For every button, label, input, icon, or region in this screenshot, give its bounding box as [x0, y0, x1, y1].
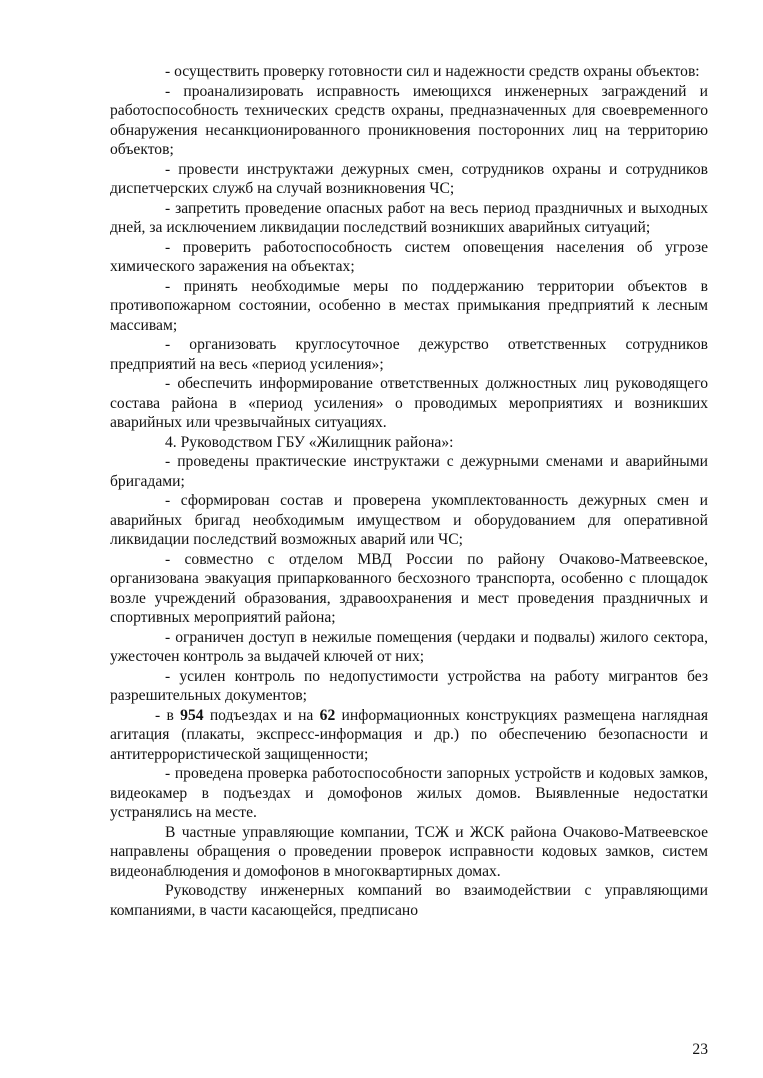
agitation-text-end: информационных конструкциях размещена наглядная агитация (плакаты, экспресс-информация и др.) по обеспечению безопасности и антитеррористической защищенности;	[110, 706, 708, 763]
agitation-text-start: - в	[155, 706, 181, 724]
paragraph: - проверить работоспособность систем оповещения населения об угрозе химического заражения на объектах;	[110, 238, 708, 275]
paragraph: В частные управляющие компании, ТСЖ и ЖСК района Очаково-Матвеевское направлены обращения о проведении проверок исправности кодовых замков, систем видеонаблюдения и домофонов в многоквартирных домах.	[110, 823, 708, 880]
section-heading: 4. Руководством ГБУ «Жилищник района»:	[165, 433, 454, 451]
paragraph: - усилен контроль по недопустимости устройства на работу мигрантов без разрешительных документов;	[110, 667, 708, 704]
agitation-paragraph	[110, 706, 708, 765]
entrance-count: 954	[180, 706, 204, 724]
agitation-text-middle: подъездах и на	[203, 706, 320, 724]
paragraph: - ограничен доступ в нежилые помещения (чердаки и подвалы) жилого сектора, ужесточен контроль за выдачей ключей от них;	[110, 628, 708, 665]
page-number: 23	[692, 1041, 708, 1058]
paragraph: - проведены практические инструктажи с дежурными сменами и аварийными бригадами;	[110, 453, 708, 490]
paragraph: - организовать круглосуточное дежурство ответственных сотрудников предприятий на весь «период усиления»;	[110, 336, 708, 373]
paragraph: - запретить проведение опасных работ на весь период праздничных и выходных дней, за исключением ликвидации последствий возникших аварийных ситуаций;	[110, 199, 708, 236]
paragraph: - проведена проверка работоспособности запорных устройств и кодовых замков, видеокамер в подъездах и домофонов жилых домов. Выявленные недостатки устранялись на месте.	[110, 765, 708, 821]
paragraph: - совместно с отделом МВД России по району Очаково-Матвеевское, организована эвакуация припаркованного бесхозного транспорта, особенно с площадок возле учреждений образования, здравоохранения и мест проведения праздничных и спортивных мероприятий района;	[110, 550, 708, 626]
paragraph: - провести инструктажи дежурных смен, сотрудников охраны и сотрудников диспетчерских служб на случай возникновения ЧС;	[110, 160, 708, 197]
paragraph: - проанализировать исправность имеющихся инженерных заграждений и работоспособность технических средств охраны, предназначенных для своевременного обнаружения несанкционированного проникновения посторонних лиц на территорию объектов;	[110, 82, 708, 158]
paragraph: Руководству инженерных компаний во взаимодействии с управляющими компаниями, в части касающейся, предписано	[110, 882, 708, 919]
construction-count: 62	[319, 706, 336, 724]
paragraph: - обеспечить информирование ответственных должностных лиц руководящего состава района в «период усиления» о проводимых мероприятиях и возникших аварийных или чрезвычайных ситуациях.	[110, 375, 708, 431]
paragraph: - сформирован состав и проверена укомплектованность дежурных смен и аварийных бригад необходимым имуществом и оборудованием для оперативной ликвидации последствий возможных аварий или ЧС;	[110, 492, 708, 548]
paragraph: - принять необходимые меры по поддержанию территории объектов в противопожарном состоянии, особенно в местах примыкания предприятий к лесным массивам;	[110, 277, 708, 334]
paragraph: - осуществить проверку готовности сил и надежности средств охраны объектов:	[165, 63, 700, 80]
